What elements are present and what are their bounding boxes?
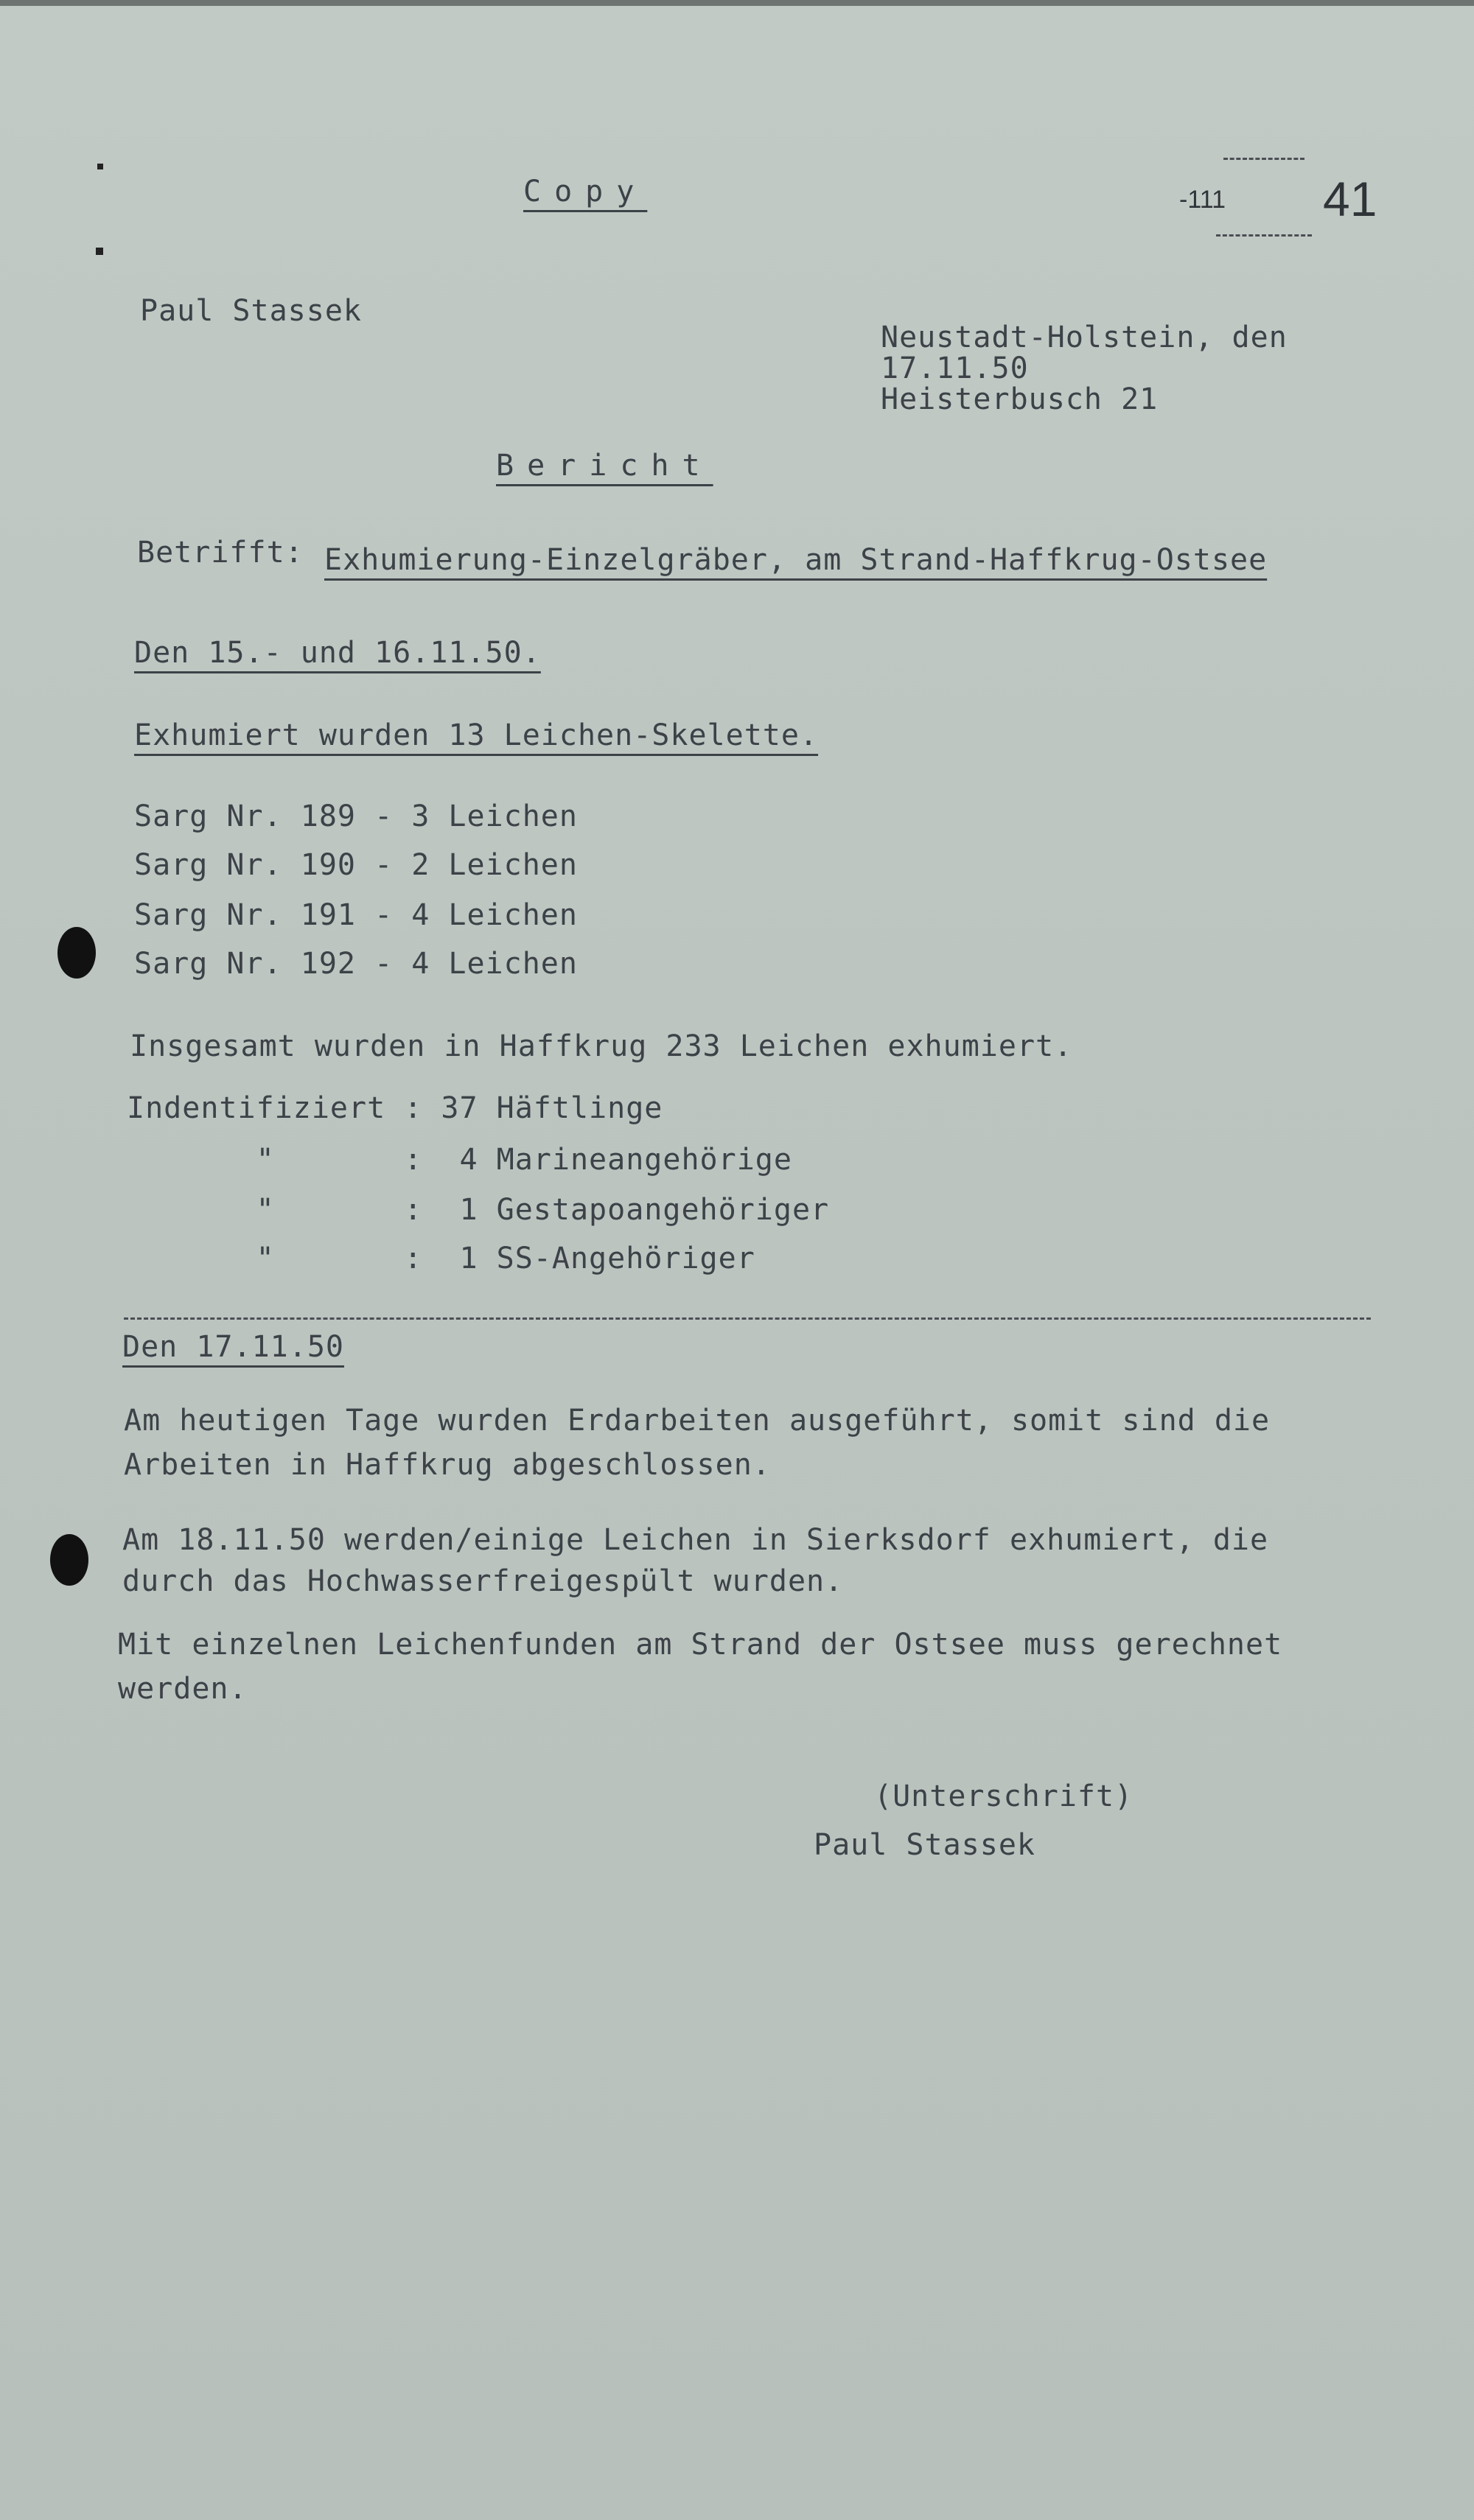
coffin-line: Sarg Nr. 191 - 4 Leichen [134,898,578,932]
coffin-line: Sarg Nr. 190 - 2 Leichen [134,848,578,882]
subject-text: Exhumierung-Einzelgräber, am Strand-Haffkrug-Ostsee [324,543,1268,577]
second-date-heading: Den 17.11.50 [122,1330,344,1364]
page-number: 41 [1323,172,1377,226]
identified-line: " : 1 Gestapoangehöriger [127,1193,830,1227]
paragraph-line: werden. [118,1672,248,1706]
paragraph-line: Am 18.11.50 werden/einige Leichen in Sierksdorf exhumiert, die [122,1523,1269,1557]
punch-hole [57,927,96,979]
report-title: Bericht [496,449,713,483]
signature-name: Paul Stassek [814,1828,1035,1862]
page-top-edge [0,0,1474,6]
margin-mark [96,248,103,255]
exhumed-heading: Exhumiert wurden 13 Leichen-Skelette. [134,718,819,752]
paragraph-line: Mit einzelnen Leichenfunden am Strand der Ostsee muss gerechnet [118,1628,1283,1662]
paragraph-line: Am heutigen Tage wurden Erdarbeiten ausgeführt, somit sind die [124,1404,1271,1438]
identified-line: " : 1 SS-Angehöriger [127,1242,755,1275]
stamp-mark: -111 [1179,186,1226,214]
dashed-divider [124,1317,1371,1320]
identified-line: Indentifiziert : 37 Häftlinge [127,1091,663,1125]
margin-mark [97,164,103,169]
punch-hole [50,1534,88,1586]
sender-name: Paul Stassek [140,294,362,328]
copy-label: Copy [523,175,648,209]
paragraph-line: durch das Hochwasserfreigespült wurden. [122,1564,844,1598]
coffin-line: Sarg Nr. 189 - 3 Leichen [134,799,578,833]
coffin-line: Sarg Nr. 192 - 4 Leichen [134,947,578,981]
total-line: Insgesamt wurden in Haffkrug 233 Leichen exhumiert. [130,1029,1073,1063]
place-line-2: 17.11.50 [881,351,1029,385]
identified-line: " : 4 Marineangehörige [127,1143,792,1177]
stamp-dash-bottom [1216,234,1312,237]
dates-heading: Den 15.- und 16.11.50. [134,636,541,670]
paragraph-line: Arbeiten in Haffkrug abgeschlossen. [124,1448,771,1482]
place-line-3: Heisterbusch 21 [881,382,1159,416]
stamp-dash-top [1223,158,1304,160]
signature-label: (Unterschrift) [874,1779,1134,1813]
place-line-1: Neustadt-Holstein, den [881,321,1288,354]
subject-label: Betrifft: [137,536,304,570]
